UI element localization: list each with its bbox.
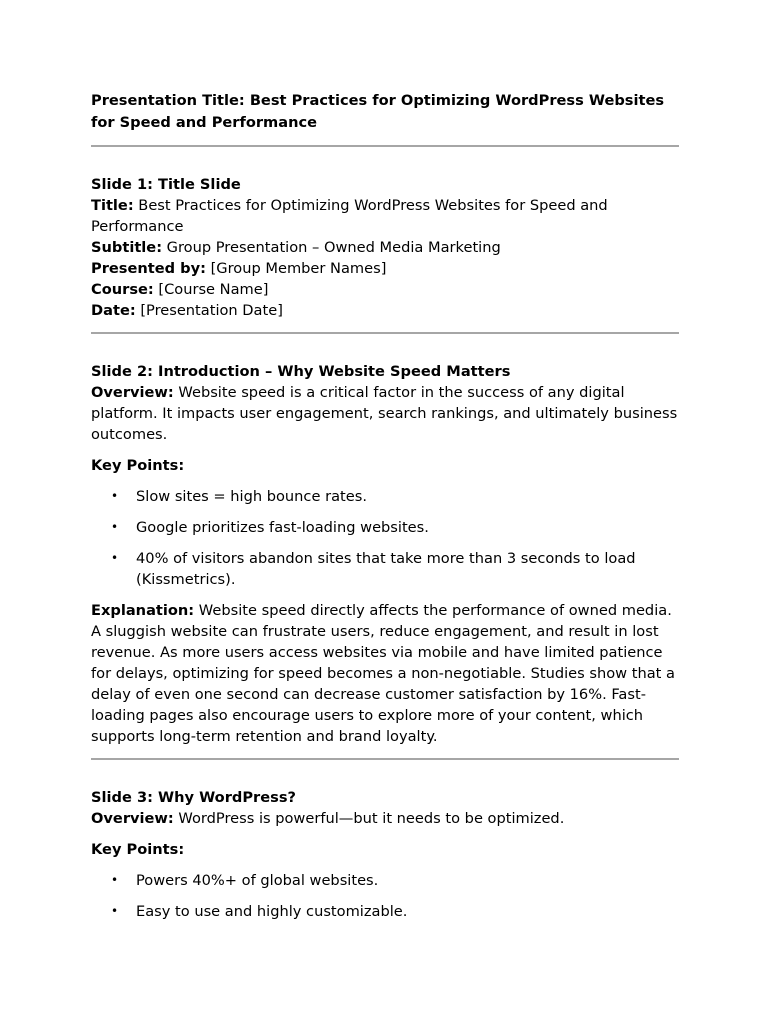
bullet-marker: • — [111, 904, 119, 918]
section-divider — [91, 332, 679, 334]
title-value: Best Practices for Optimizing WordPress Websites for Speed and Performance — [91, 197, 608, 235]
slide-3-bullet-list — [91, 870, 679, 922]
list-item — [91, 517, 679, 538]
slide-2-bullet-list — [91, 486, 679, 590]
slide-2-key-points-label: Key Points: — [91, 457, 185, 474]
list-item — [91, 901, 679, 922]
presented-by-label: Presented by: — [91, 260, 206, 277]
bullet-marker: • — [111, 873, 119, 887]
bullet-text: Google prioritizes fast-loading websites. — [136, 519, 429, 536]
overview-label: Overview: — [91, 384, 174, 401]
slide-3-heading: Slide 3: Why WordPress? — [91, 789, 296, 806]
explanation-value: Website speed directly affects the performance of owned media. A sluggish website can frustrate users, reduce engagement, and result in lost revenue. As more users access websites via mobile and have limited patience for delays, optimizing for speed becomes a non-negotiable. Studies show that a delay of even one second can decrease customer satisfaction by 16%. Fast-loading pages also encourage users to explore more of your content, which supports long-term retention and brand loyalty. — [91, 602, 675, 745]
course-label: Course: — [91, 281, 154, 298]
slide-2-heading: Slide 2: Introduction – Why Website Speed Matters — [91, 363, 511, 380]
section-divider — [91, 145, 679, 147]
overview-label: Overview: — [91, 810, 174, 827]
bullet-text: 40% of visitors abandon sites that take more than 3 seconds to load (Kissmetrics). — [136, 550, 636, 588]
slide-1-heading: Slide 1: Title Slide — [91, 176, 241, 193]
slide-2-section — [91, 361, 679, 747]
bullet-text: Slow sites = high bounce rates. — [136, 488, 367, 505]
slide-3-overview — [91, 808, 679, 829]
explanation-label: Explanation: — [91, 602, 195, 619]
slide-1-presented-line — [91, 258, 679, 279]
subtitle-value: Group Presentation – Owned Media Marketing — [162, 239, 501, 256]
bullet-marker: • — [111, 520, 119, 534]
section-divider — [91, 758, 679, 760]
bullet-text: Easy to use and highly customizable. — [136, 903, 408, 920]
slide-2-explanation — [91, 600, 679, 747]
course-value: [Course Name] — [153, 281, 269, 298]
list-item — [91, 486, 679, 507]
bullet-marker: • — [111, 551, 119, 565]
slide-1-section — [91, 174, 679, 321]
list-item — [91, 870, 679, 891]
date-value: [Presentation Date] — [135, 302, 283, 319]
document-page — [91, 90, 679, 932]
subtitle-label: Subtitle: — [91, 239, 163, 256]
presentation-title: Presentation Title: Best Practices for Optimizing WordPress Websites for Speed and Performance — [91, 92, 665, 131]
overview-value: WordPress is powerful—but it needs to be optimized. — [173, 810, 565, 827]
title-label: Title: — [91, 197, 134, 214]
bullet-marker: • — [111, 489, 119, 503]
bullet-text: Powers 40%+ of global websites. — [136, 872, 379, 889]
slide-3-section — [91, 787, 679, 922]
slide-1-date-line — [91, 300, 679, 321]
slide-1-subtitle-line — [91, 237, 679, 258]
overview-value: Website speed is a critical factor in the success of any digital platform. It impacts user engagement, search rankings, and ultimately business outcomes. — [91, 384, 678, 443]
slide-3-key-points-label: Key Points: — [91, 841, 185, 858]
slide-2-overview — [91, 382, 679, 445]
slide-1-title-line — [91, 195, 679, 237]
list-item — [91, 548, 679, 590]
date-label: Date: — [91, 302, 136, 319]
slide-1-course-line — [91, 279, 679, 300]
presented-by-value: [Group Member Names] — [205, 260, 387, 277]
